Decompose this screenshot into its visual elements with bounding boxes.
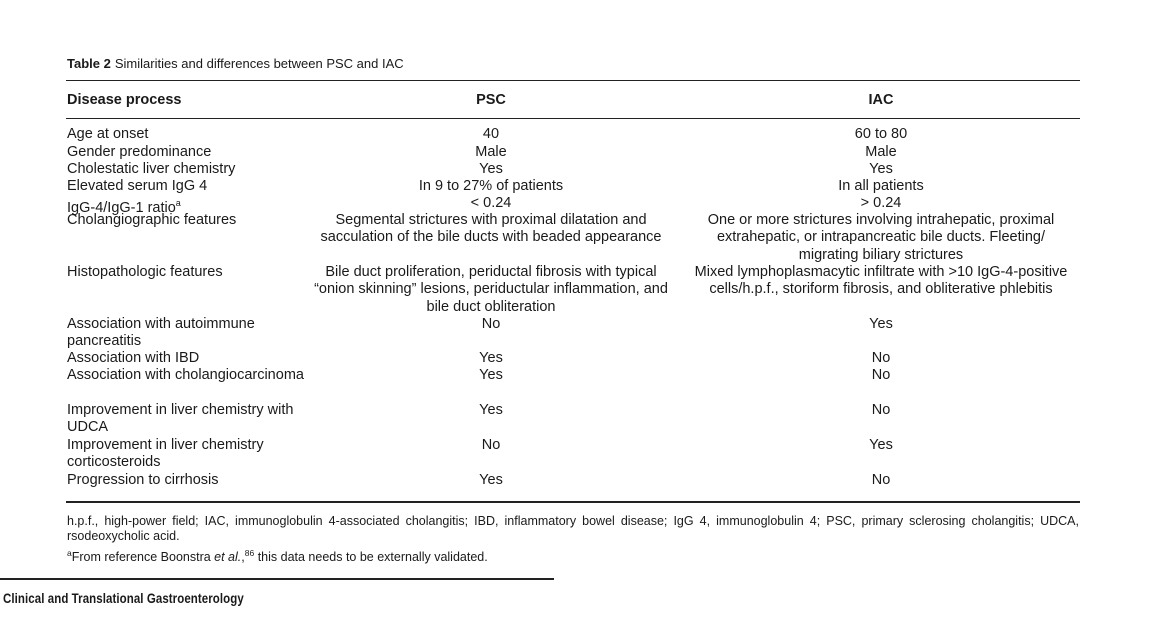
footnote-suffix: this data needs to be externally validated.: [254, 550, 488, 565]
feature-text: Elevated serum IgG 4: [67, 178, 208, 194]
row-feature: [67, 264, 307, 281]
journal-rule: [0, 578, 554, 580]
feature-text: Cholestatic liver chemistry: [67, 161, 236, 177]
feature-text: Association with IBD: [67, 350, 200, 366]
row-psc: No: [481, 437, 501, 453]
table-row: [0, 367, 1164, 402]
table-header-rule: [66, 118, 1080, 119]
row-iac: Male: [865, 144, 897, 160]
row-feature: [67, 472, 307, 489]
feature-text: Association with autoimmune pancreatitis: [67, 316, 255, 350]
feature-footnote-marker: a: [175, 198, 181, 208]
row-psc: In 9 to 27% of patients: [418, 178, 564, 194]
table-row: [0, 195, 1164, 216]
footnote-prefix: From reference Boonstra: [71, 550, 215, 565]
table-row: [0, 316, 1164, 350]
footnote-reference: [67, 546, 1079, 565]
journal-name: Clinical and Translational Gastroenterology: [3, 590, 244, 606]
feature-text: Cholangiographic features: [67, 212, 237, 228]
row-feature: [67, 178, 307, 195]
footnote-ref-number: 86: [244, 548, 255, 558]
row-iac: In all patients: [838, 178, 924, 194]
row-iac: Yes: [869, 161, 893, 177]
row-iac: No: [871, 472, 891, 488]
row-feature: [67, 161, 307, 178]
footnote-comma: ,: [241, 550, 245, 565]
row-psc: Yes: [479, 472, 503, 488]
table-row: [0, 402, 1164, 437]
feature-text: Age at onset: [67, 126, 149, 142]
table-title: Similarities and differences between PSC and IAC: [114, 56, 404, 71]
row-iac: No: [871, 350, 891, 366]
row-iac: One or more strictures involving intrahepatic, proximal extrahepatic, or intrapancreatic bile ducts. Fleeting/ migrating biliary strictures: [707, 212, 1055, 263]
table-row: [0, 161, 1164, 178]
header-iac: IAC: [868, 92, 894, 108]
footnote-marker: a: [67, 548, 72, 558]
row-feature: [67, 350, 307, 367]
table-row: [0, 437, 1164, 472]
row-feature: [67, 367, 307, 384]
table-caption: [67, 56, 404, 71]
row-iac: > 0.24: [860, 195, 902, 211]
table-label: Table 2: [67, 56, 111, 71]
feature-text: Progression to cirrhosis: [67, 472, 219, 488]
row-feature: [67, 212, 307, 229]
row-psc: Bile duct proliferation, periductal fibrosis with typical “onion skinning” lesions, periductular inflammation, and bile duct obliteration: [314, 264, 668, 315]
row-iac: Yes: [869, 437, 893, 453]
table-row: [0, 178, 1164, 195]
feature-text: Improvement in liver chemistry corticosteroids: [67, 437, 264, 471]
row-iac: No: [871, 367, 891, 383]
row-psc: Yes: [479, 402, 503, 418]
table-bottom-rule: [66, 501, 1080, 503]
footnote-abbreviations: h.p.f., high-power field; IAC, immunoglobulin 4-associated cholangitis; IBD, inflammatory bowel disease; IgG 4, immunoglobulin 4; PSC, primary sclerosing cholangitis; UDCA, rsodeoxycholic acid.: [67, 514, 1079, 543]
table-body: [0, 126, 1164, 496]
table-top-rule: [66, 80, 1080, 81]
row-feature: [67, 316, 307, 351]
table-row: [0, 472, 1164, 496]
row-psc: < 0.24: [470, 195, 512, 211]
footnote-italic: et al.: [214, 550, 242, 565]
row-iac: No: [871, 402, 891, 418]
row-psc: Yes: [479, 161, 503, 177]
header-psc: PSC: [476, 92, 506, 108]
row-feature: [67, 144, 307, 161]
row-psc: Yes: [479, 367, 503, 383]
table-row: [0, 144, 1164, 161]
row-feature: [67, 126, 307, 143]
table-row: [0, 350, 1164, 367]
row-iac: Yes: [869, 316, 893, 332]
row-psc: Male: [475, 144, 507, 160]
feature-text: Association with cholangiocarcinoma: [67, 367, 304, 383]
row-psc: No: [481, 316, 501, 332]
row-feature: [67, 437, 307, 472]
row-iac: Mixed lymphoplasmacytic infiltrate with >10 IgG-4-positive cells/h.p.f., storiform fibrosis, and obliterative phlebitis: [694, 264, 1068, 298]
table-row: [0, 126, 1164, 144]
row-psc: Yes: [479, 350, 503, 366]
feature-text: Histopathologic features: [67, 264, 223, 280]
row-psc: 40: [482, 126, 500, 142]
feature-text: IgG-4/IgG-1 ratio: [67, 199, 176, 216]
header-disease-process: Disease process: [67, 92, 182, 108]
row-psc: Segmental strictures with proximal dilatation and sacculation of the bile ducts with beaded appearance: [320, 212, 662, 246]
feature-text: Gender predominance: [67, 144, 212, 160]
row-feature: [67, 402, 307, 437]
row-iac: 60 to 80: [854, 126, 908, 142]
table-row: [0, 264, 1164, 316]
table-row: [0, 212, 1164, 264]
feature-text: Improvement in liver chemistry with UDCA: [67, 402, 294, 436]
